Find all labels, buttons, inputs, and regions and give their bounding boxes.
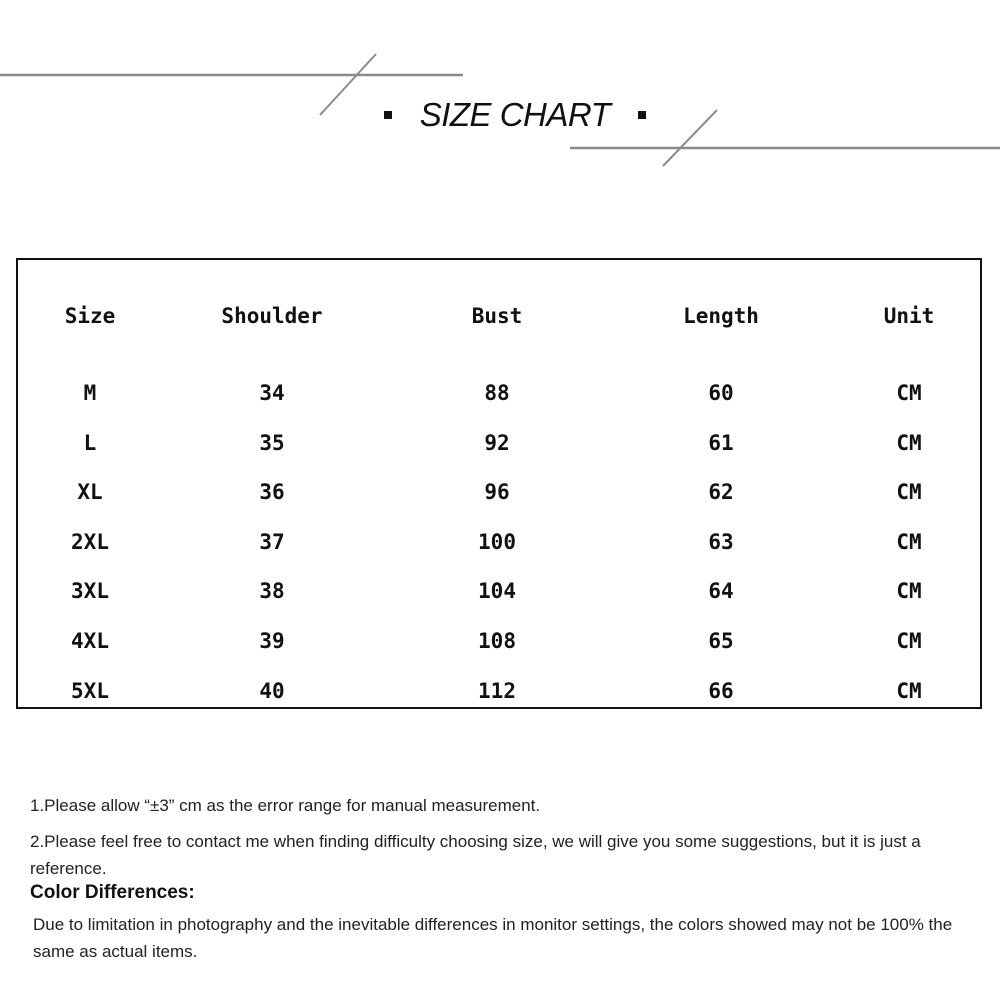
column-header-length: Length (683, 304, 759, 328)
table-cell-unit: CM (896, 629, 922, 653)
left-slash-line (320, 54, 376, 115)
table-cell-unit: CM (896, 430, 922, 455)
size-table (16, 258, 982, 709)
table-cell-size: 2XL (71, 529, 109, 554)
column-header-size: Size (64, 304, 116, 328)
table-cell-unit: CM (896, 381, 922, 405)
table-cell-shoulder: 39 (259, 629, 285, 653)
table-cell-shoulder: 36 (259, 480, 285, 505)
table-cell-unit: CM (896, 678, 922, 703)
table-cell-bust: 108 (478, 629, 516, 653)
right-bullet-icon (638, 111, 646, 119)
color-differences-text: Due to limitation in photography and the inevitable differences in monitor settings, the colors showed may not be 100% the same as actual items. (33, 915, 953, 961)
column-header-unit: Unit (883, 304, 935, 328)
table-cell-length: 62 (708, 480, 734, 505)
table-cell-bust: 92 (484, 430, 510, 455)
table-cell-shoulder: 40 (259, 678, 285, 703)
table-cell-bust: 112 (478, 678, 516, 703)
table-cell-bust: 88 (484, 381, 510, 405)
page-title: SIZE CHART (419, 96, 611, 133)
table-cell-shoulder: 35 (259, 430, 285, 455)
table-cell-size: L (83, 430, 97, 455)
table-cell-bust: 96 (484, 480, 510, 505)
table-cell-length: 64 (708, 579, 734, 604)
color-differences-heading: Color Differences: (30, 882, 195, 903)
table-cell-size: 5XL (71, 678, 109, 703)
table-cell-bust: 100 (478, 529, 516, 554)
table-cell-length: 66 (708, 678, 734, 703)
table-cell-unit: CM (896, 480, 922, 505)
table-cell-size: XL (77, 480, 103, 505)
note-error-range: 1.Please allow “±3” cm as the error range for manual measurement. (30, 796, 541, 815)
table-cell-bust: 104 (478, 579, 516, 604)
column-header-shoulder: Shoulder (221, 304, 323, 328)
title-area (370, 92, 660, 138)
table-cell-length: 63 (708, 529, 734, 554)
column-header-bust: Bust (471, 304, 523, 328)
right-slash-line (663, 110, 717, 166)
table-cell-unit: CM (896, 529, 922, 554)
table-cell-shoulder: 37 (259, 529, 285, 554)
left-bullet-icon (384, 111, 392, 119)
table-cell-size: 4XL (71, 629, 109, 653)
table-cell-length: 61 (708, 430, 734, 455)
table-cell-shoulder: 38 (259, 579, 285, 604)
table-cell-size: M (83, 381, 97, 405)
table-cell-length: 60 (708, 381, 734, 405)
table-cell-size: 3XL (71, 579, 109, 604)
table-cell-shoulder: 34 (259, 381, 285, 405)
table-cell-unit: CM (896, 579, 922, 604)
note-contact: 2.Please feel free to contact me when finding difficulty choosing size, we will give you some suggestions, but it is just a reference. (30, 832, 921, 878)
table-cell-length: 65 (708, 629, 734, 653)
